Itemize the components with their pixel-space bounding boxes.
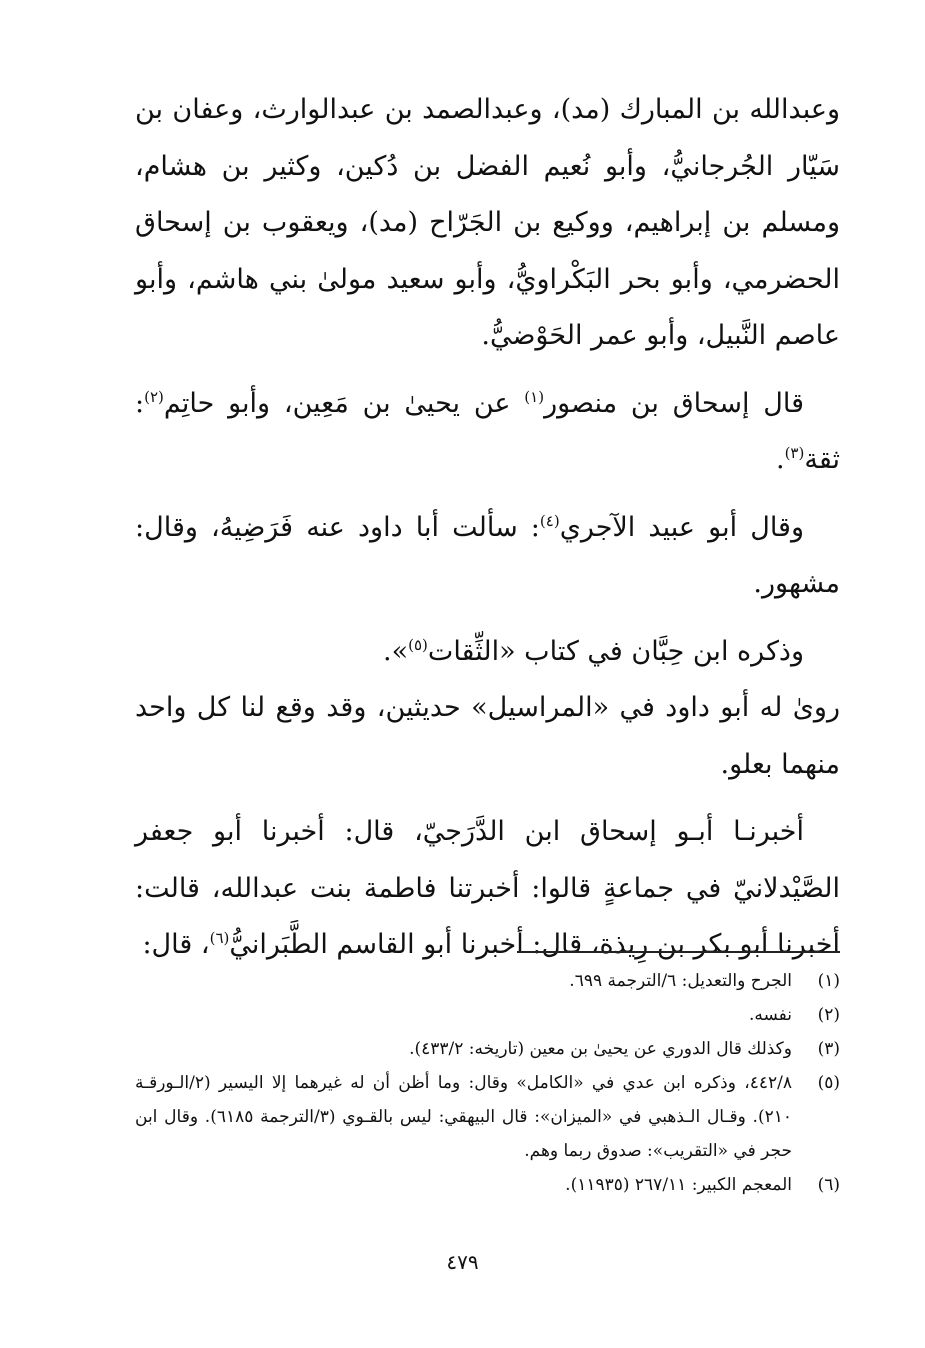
paragraph-text: وقال أبو عبيد الآجري	[559, 511, 804, 543]
footnote	[135, 1032, 840, 1066]
paragraph-text: .	[775, 444, 785, 475]
paragraph-text: روىٰ له أبو داود في «المراسيل» حديثين، وقد وقع لنا كل واحد منهما بعلو.	[135, 692, 840, 780]
footnote-marker: (١)	[524, 387, 545, 406]
footnote	[135, 1168, 840, 1202]
paragraph-text: وعبدالله بن المبارك (مد)، وعبدالصمد بن عبدالوارث، وعفان بن سَيّار الجُرجانيُّ، وأبو نُعيم الفضل بن دُكين، وكثير بن هشام، ومسلم بن إبراهيم، ووكيع بن الجَرّاح (مد)، ويعقوب بن إسحاق الحضرمي، وأبو بحر البَكْراويُّ، وأبو سعيد مولىٰ بني هاشم، وأبو عاصم النَّبيل، وأبو عمر الحَوْضيُّ.	[135, 94, 840, 351]
paragraph-text: : سألت أبا داود عنه فَرَضِيهُ، وقال: مشهور.	[135, 511, 840, 599]
footnote-number: (٣)	[817, 1039, 840, 1059]
paragraph-narrators	[135, 82, 840, 365]
paragraph-text: : ثقة	[135, 387, 840, 475]
footnote-divider	[517, 951, 840, 953]
footnote-number: (٢)	[817, 1005, 840, 1025]
footnote-text: ٤٤٢/٨، وذكره ابن عدي في «الكامل» وقال: وما أظن أن له غيرهما إلا اليسير (٢/الـورقـة ٢١٠). وقـال الـذهبي في «الميزان»: قال البيهقي: ليس بالقـوي (٣/الترجمة ٦١٨٥). وقال ابن حجر في «التقريب»: صدوق ربما وهم.	[135, 1073, 793, 1161]
footnote-text: وكذلك قال الدوري عن يحيىٰ بن معين (تاريخه: ٤٣٣/٢).	[409, 1039, 792, 1059]
paragraph-ibn-hibban	[135, 624, 840, 681]
paragraph-text: أخبرنـا أبـو إسحاق ابن الدَّرَجيّ، قال: أخبرنا أبو جعفر الصَّيْدلانيّ في جماعةٍ قالوا: أخبرتنا فاطمة بنت عبدالله، قالت: أخبرنا أبو بكر بن رِيذة، قال: أخبرنا أبو القاسم الطَّبَرانيُّ	[135, 816, 840, 960]
footnotes	[135, 964, 840, 1202]
footnote	[135, 964, 840, 998]
paragraph-ishaq-ibn-mansur	[135, 376, 840, 489]
footnote-text: الجرح والتعديل: ٦/الترجمة ٦٩٩.	[569, 971, 792, 991]
footnote-text: المعجم الكبير: ٢٦٧/١١ (١١٩٣٥).	[565, 1175, 792, 1195]
footnote-text: نفسه.	[748, 1005, 792, 1025]
paragraph-text: عن يحيىٰ بن مَعِين، وأبو حاتِم	[163, 387, 525, 419]
paragraph-al-ajurri	[135, 500, 840, 613]
paragraph-text: ».	[383, 635, 409, 667]
page-number: ٤٧٩	[446, 1250, 479, 1274]
paragraph-text: ، قال:	[142, 929, 210, 960]
footnote	[135, 998, 840, 1032]
footnote-number: (٥)	[817, 1073, 840, 1093]
footnote-number: (٦)	[817, 1175, 840, 1195]
footnote-marker: (٣)	[784, 444, 805, 462]
footnote-marker: (٦)	[209, 929, 230, 947]
paragraph-text: قال إسحاق بن منصور	[544, 387, 804, 419]
footnote-number: (١)	[817, 971, 840, 991]
paragraph-isnad	[135, 804, 840, 974]
footnote-marker: (٤)	[539, 511, 560, 530]
footnote-marker: (٢)	[144, 387, 164, 406]
paragraph-abu-dawud	[135, 680, 840, 793]
footnote-marker: (٥)	[408, 635, 428, 654]
main-text	[135, 82, 840, 974]
footnote	[135, 1066, 840, 1168]
paragraph-text: وذكره ابن حِبَّان في كتاب «الثِّقات	[427, 635, 804, 667]
